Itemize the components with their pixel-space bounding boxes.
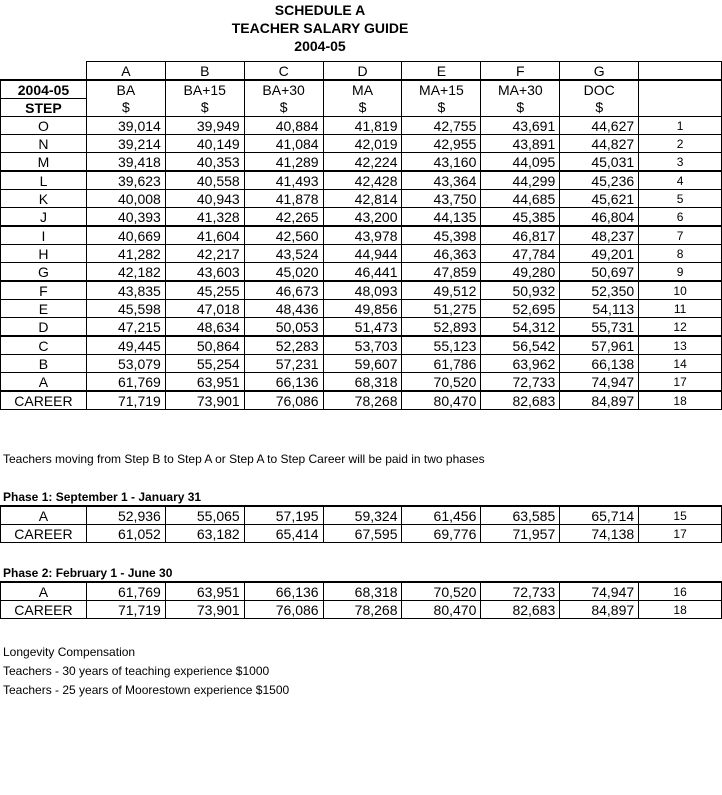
salary-cell: 63,951 (165, 373, 244, 392)
column-letter: C (244, 62, 323, 81)
salary-cell: 40,558 (165, 171, 244, 190)
salary-cell: 66,136 (244, 582, 323, 601)
salary-cell: 72,733 (481, 373, 560, 392)
currency-symbol: $ (323, 99, 402, 117)
salary-cell: 43,160 (402, 153, 481, 172)
salary-cell: 43,891 (481, 135, 560, 153)
salary-cell: 66,136 (244, 373, 323, 392)
salary-cell: 45,398 (402, 226, 481, 245)
salary-cell: 49,280 (481, 263, 560, 282)
salary-cell: 61,786 (402, 355, 481, 373)
longevity-line-2: Teachers - 25 years of Moorestown experience $1500 (3, 683, 290, 697)
salary-cell: 39,014 (86, 117, 165, 135)
salary-cell: 41,084 (244, 135, 323, 153)
count-header-cell (639, 99, 722, 117)
salary-cell: 44,095 (481, 153, 560, 172)
salary-cell: 46,363 (402, 245, 481, 263)
salary-cell: 44,135 (402, 208, 481, 227)
salary-cell: 43,750 (402, 190, 481, 208)
salary-cell: 41,282 (86, 245, 165, 263)
salary-cell: 39,949 (165, 117, 244, 135)
salary-cell: 45,031 (560, 153, 639, 172)
salary-cell: 51,473 (323, 318, 402, 337)
phase2-title: Phase 2: February 1 - June 30 (3, 566, 173, 580)
year-label: 2004-05 (1, 80, 87, 99)
count-cell: 15 (639, 506, 722, 525)
count-cell: 11 (639, 300, 722, 318)
salary-cell: 55,123 (402, 336, 481, 355)
salary-cell: 69,776 (402, 525, 481, 543)
salary-cell: 74,947 (560, 582, 639, 601)
salary-cell: 53,703 (323, 336, 402, 355)
salary-cell: 41,289 (244, 153, 323, 172)
salary-cell: 67,595 (323, 525, 402, 543)
salary-cell: 42,428 (323, 171, 402, 190)
salary-cell: 80,470 (402, 601, 481, 619)
salary-cell: 57,195 (244, 506, 323, 525)
currency-symbol: $ (165, 99, 244, 117)
salary-table (0, 61, 722, 410)
salary-cell: 57,961 (560, 336, 639, 355)
salary-cell: 45,236 (560, 171, 639, 190)
column-letter: A (86, 62, 165, 81)
salary-cell: 47,859 (402, 263, 481, 282)
table-row (1, 117, 722, 135)
salary-cell: 43,200 (323, 208, 402, 227)
column-letter: D (323, 62, 402, 81)
step-cell: J (1, 208, 87, 227)
salary-cell: 63,585 (481, 506, 560, 525)
salary-cell: 56,542 (481, 336, 560, 355)
count-header-cell (639, 80, 722, 99)
year-title: 2004-05 (294, 38, 346, 54)
salary-cell: 59,607 (323, 355, 402, 373)
phase1-table (0, 505, 722, 543)
step-cell: A (1, 582, 87, 601)
count-cell: 18 (639, 391, 722, 410)
step-cell: M (1, 153, 87, 172)
column-letter: F (481, 62, 560, 81)
salary-cell: 82,683 (481, 601, 560, 619)
degree-row (1, 80, 722, 99)
count-cell: 8 (639, 245, 722, 263)
currency-symbol: $ (244, 99, 323, 117)
salary-cell: 44,685 (481, 190, 560, 208)
step-label: STEP (1, 99, 87, 117)
step-cell: A (1, 373, 87, 392)
salary-cell: 76,086 (244, 391, 323, 410)
table-row (1, 226, 722, 245)
salary-cell: 49,201 (560, 245, 639, 263)
salary-cell: 41,604 (165, 226, 244, 245)
salary-cell: 42,755 (402, 117, 481, 135)
salary-cell: 40,149 (165, 135, 244, 153)
count-header-cell (639, 62, 722, 81)
salary-cell: 52,936 (86, 506, 165, 525)
salary-cell: 47,018 (165, 300, 244, 318)
longevity-line-1: Teachers - 30 years of teaching experience $1000 (3, 664, 270, 678)
salary-cell: 73,901 (165, 601, 244, 619)
table-row (1, 601, 722, 619)
salary-cell: 39,214 (86, 135, 165, 153)
count-cell: 10 (639, 281, 722, 300)
salary-cell: 48,436 (244, 300, 323, 318)
salary-cell: 65,414 (244, 525, 323, 543)
currency-symbol: $ (86, 99, 165, 117)
table-row (1, 318, 722, 337)
table-row (1, 582, 722, 601)
salary-cell: 63,962 (481, 355, 560, 373)
salary-cell: 50,697 (560, 263, 639, 282)
column-letter: G (560, 62, 639, 81)
salary-cell: 54,113 (560, 300, 639, 318)
salary-cell: 42,019 (323, 135, 402, 153)
salary-cell: 53,079 (86, 355, 165, 373)
salary-cell: 41,819 (323, 117, 402, 135)
salary-cell: 54,312 (481, 318, 560, 337)
salary-cell: 41,493 (244, 171, 323, 190)
salary-cell: 52,350 (560, 281, 639, 300)
step-cell: B (1, 355, 87, 373)
salary-cell: 42,182 (86, 263, 165, 282)
salary-cell: 44,299 (481, 171, 560, 190)
degree-header: BA+30 (244, 80, 323, 99)
salary-cell: 44,627 (560, 117, 639, 135)
count-cell: 1 (639, 117, 722, 135)
degree-header: DOC (560, 80, 639, 99)
salary-cell: 61,052 (86, 525, 165, 543)
salary-cell: 41,878 (244, 190, 323, 208)
table-row (1, 281, 722, 300)
count-cell: 5 (639, 190, 722, 208)
salary-cell: 51,275 (402, 300, 481, 318)
salary-cell: 52,893 (402, 318, 481, 337)
count-cell: 17 (639, 373, 722, 392)
salary-cell: 82,683 (481, 391, 560, 410)
table-row (1, 153, 722, 172)
salary-cell: 73,901 (165, 391, 244, 410)
salary-cell: 49,445 (86, 336, 165, 355)
phase1-title: Phase 1: September 1 - January 31 (3, 490, 202, 504)
table-row (1, 190, 722, 208)
salary-cell: 50,864 (165, 336, 244, 355)
salary-cell: 61,769 (86, 373, 165, 392)
salary-cell: 43,603 (165, 263, 244, 282)
table-row (1, 506, 722, 525)
salary-cell: 48,237 (560, 226, 639, 245)
salary-cell: 74,947 (560, 373, 639, 392)
salary-cell: 43,835 (86, 281, 165, 300)
currency-row (1, 99, 722, 117)
count-cell: 4 (639, 171, 722, 190)
salary-cell: 45,621 (560, 190, 639, 208)
column-letter-row (1, 62, 722, 81)
count-cell: 9 (639, 263, 722, 282)
salary-cell: 71,719 (86, 601, 165, 619)
degree-header: MA (323, 80, 402, 99)
salary-cell: 68,318 (323, 373, 402, 392)
salary-cell: 50,053 (244, 318, 323, 337)
salary-cell: 71,957 (481, 525, 560, 543)
salary-cell: 84,897 (560, 391, 639, 410)
step-cell: I (1, 226, 87, 245)
salary-cell: 80,470 (402, 391, 481, 410)
degree-header: BA (86, 80, 165, 99)
salary-cell: 57,231 (244, 355, 323, 373)
salary-cell: 44,944 (323, 245, 402, 263)
step-cell: K (1, 190, 87, 208)
salary-cell: 42,265 (244, 208, 323, 227)
salary-cell: 48,634 (165, 318, 244, 337)
count-cell: 7 (639, 226, 722, 245)
count-cell: 2 (639, 135, 722, 153)
salary-cell: 50,932 (481, 281, 560, 300)
salary-cell: 63,951 (165, 582, 244, 601)
schedule-title: SCHEDULE A (274, 2, 366, 18)
count-cell: 13 (639, 336, 722, 355)
table-row (1, 355, 722, 373)
salary-cell: 43,524 (244, 245, 323, 263)
table-row (1, 336, 722, 355)
currency-symbol: $ (560, 99, 639, 117)
step-cell: G (1, 263, 87, 282)
salary-cell: 45,020 (244, 263, 323, 282)
salary-cell: 45,385 (481, 208, 560, 227)
salary-cell: 47,784 (481, 245, 560, 263)
salary-cell: 49,856 (323, 300, 402, 318)
table-row (1, 245, 722, 263)
salary-cell: 45,598 (86, 300, 165, 318)
step-cell: CAREER (1, 601, 87, 619)
salary-cell: 40,353 (165, 153, 244, 172)
salary-cell: 76,086 (244, 601, 323, 619)
salary-cell: 61,456 (402, 506, 481, 525)
table-row (1, 391, 722, 410)
salary-cell: 55,731 (560, 318, 639, 337)
currency-symbol: $ (481, 99, 560, 117)
count-cell: 6 (639, 208, 722, 227)
step-cell: A (1, 506, 87, 525)
salary-cell: 52,695 (481, 300, 560, 318)
table-row (1, 263, 722, 282)
salary-cell: 40,669 (86, 226, 165, 245)
salary-cell: 39,418 (86, 153, 165, 172)
salary-cell: 44,827 (560, 135, 639, 153)
salary-cell: 68,318 (323, 582, 402, 601)
table-row (1, 135, 722, 153)
degree-header: BA+15 (165, 80, 244, 99)
salary-cell: 43,364 (402, 171, 481, 190)
count-cell: 16 (639, 582, 722, 601)
salary-cell: 40,008 (86, 190, 165, 208)
guide-title: TEACHER SALARY GUIDE (231, 20, 409, 36)
salary-cell: 41,328 (165, 208, 244, 227)
count-cell: 3 (639, 153, 722, 172)
salary-cell: 46,817 (481, 226, 560, 245)
salary-cell: 78,268 (323, 391, 402, 410)
salary-cell: 43,978 (323, 226, 402, 245)
salary-cell: 46,673 (244, 281, 323, 300)
table-row (1, 373, 722, 392)
count-cell: 12 (639, 318, 722, 337)
count-cell: 14 (639, 355, 722, 373)
salary-cell: 49,512 (402, 281, 481, 300)
corner-cell (1, 62, 87, 81)
currency-symbol: $ (402, 99, 481, 117)
salary-cell: 46,804 (560, 208, 639, 227)
column-letter: E (402, 62, 481, 81)
salary-cell: 78,268 (323, 601, 402, 619)
salary-cell: 40,393 (86, 208, 165, 227)
salary-cell: 40,943 (165, 190, 244, 208)
salary-cell: 66,138 (560, 355, 639, 373)
table-row (1, 300, 722, 318)
salary-cell: 42,560 (244, 226, 323, 245)
column-letter: B (165, 62, 244, 81)
salary-cell: 39,623 (86, 171, 165, 190)
salary-cell: 71,719 (86, 391, 165, 410)
salary-cell: 48,093 (323, 281, 402, 300)
table-row (1, 525, 722, 543)
salary-cell: 42,224 (323, 153, 402, 172)
salary-cell: 46,441 (323, 263, 402, 282)
table-row (1, 171, 722, 190)
salary-cell: 72,733 (481, 582, 560, 601)
salary-cell: 45,255 (165, 281, 244, 300)
step-cell: F (1, 281, 87, 300)
degree-header: MA+15 (402, 80, 481, 99)
salary-cell: 42,814 (323, 190, 402, 208)
step-cell: E (1, 300, 87, 318)
step-cell: O (1, 117, 87, 135)
table-row (1, 208, 722, 227)
step-cell: H (1, 245, 87, 263)
salary-cell: 55,254 (165, 355, 244, 373)
step-cell: L (1, 171, 87, 190)
two-phase-note: Teachers moving from Step B to Step A or Step A to Step Career will be paid in two phases (3, 452, 485, 466)
salary-cell: 84,897 (560, 601, 639, 619)
step-cell: C (1, 336, 87, 355)
longevity-title: Longevity Compensation (3, 645, 136, 659)
step-cell: N (1, 135, 87, 153)
salary-cell: 42,217 (165, 245, 244, 263)
salary-cell: 74,138 (560, 525, 639, 543)
salary-cell: 61,769 (86, 582, 165, 601)
salary-cell: 65,714 (560, 506, 639, 525)
salary-cell: 43,691 (481, 117, 560, 135)
salary-cell: 40,884 (244, 117, 323, 135)
salary-cell: 63,182 (165, 525, 244, 543)
salary-cell: 55,065 (165, 506, 244, 525)
salary-cell: 59,324 (323, 506, 402, 525)
count-cell: 17 (639, 525, 722, 543)
count-cell: 18 (639, 601, 722, 619)
step-cell: CAREER (1, 525, 87, 543)
step-cell: D (1, 318, 87, 337)
salary-cell: 70,520 (402, 373, 481, 392)
salary-cell: 52,283 (244, 336, 323, 355)
salary-cell: 47,215 (86, 318, 165, 337)
phase2-table (0, 581, 722, 619)
salary-cell: 42,955 (402, 135, 481, 153)
salary-cell: 70,520 (402, 582, 481, 601)
step-cell: CAREER (1, 391, 87, 410)
degree-header: MA+30 (481, 80, 560, 99)
